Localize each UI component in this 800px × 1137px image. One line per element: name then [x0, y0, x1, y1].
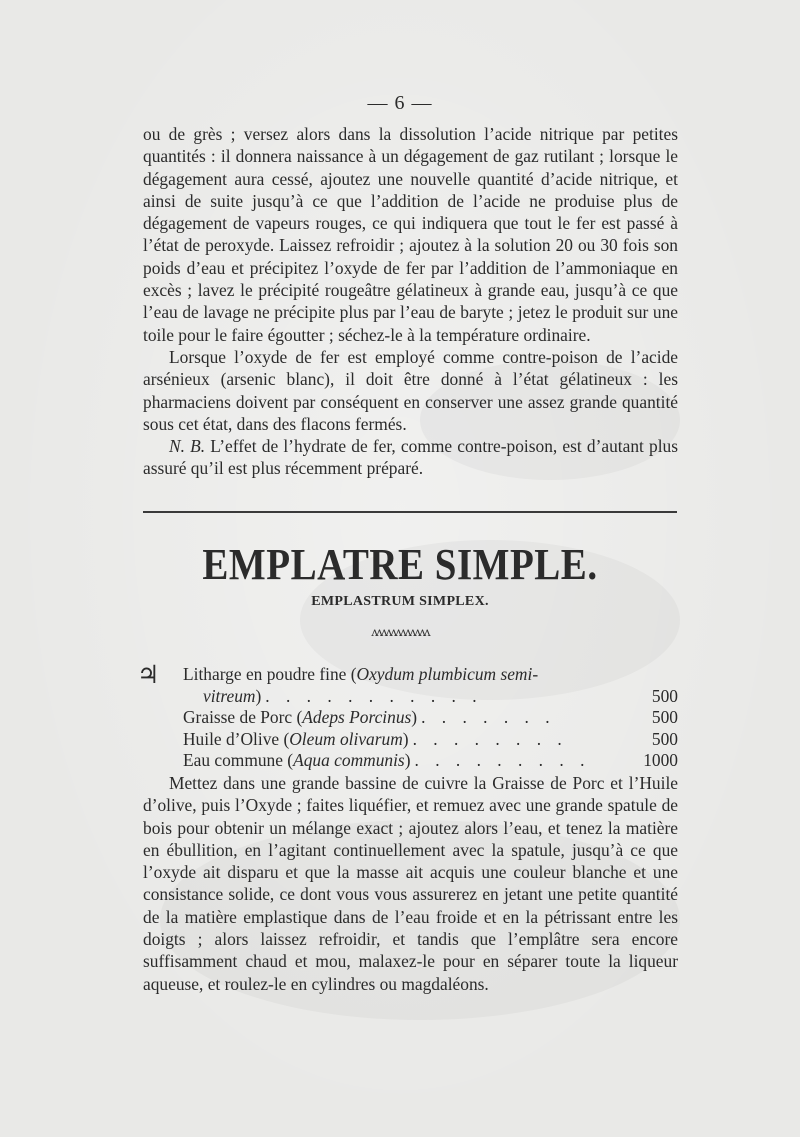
ingredient-name: Eau commune (Aqua communis): [183, 750, 411, 770]
ingredient-name: Graisse de Porc (Adeps Porcinus): [183, 707, 418, 727]
paragraph: Lorsque l’oxyde de fer est employé comme contre-poison de l’acide arsénieux (arsenic blanc), il doit être donné à l’état gélatineux : les pharmaciens doivent par conséquent en conserver une assez grande quantité sous cet état, dans des flacons fermés.: [143, 346, 678, 434]
note-label: N. B.: [169, 436, 206, 457]
page-number: — 6 —: [367, 92, 433, 114]
ingredient-quantity: 500: [651, 728, 678, 749]
paragraph: Mettez dans une grande bassine de cuivre la Graisse de Porc et l’Huile d’olive, puis l’Oxyde ; faites liquéfier, et remuez avec une grande spatule de bois pour obtenir un mélange exact ; ajoutez alors l’eau, et tenez la matière en ébullition, en l’agitant continuellement avec la spatule, jusqu’à ce que l’oxyde ait disparu et que la masse ait acquis une couleur blanche et une consistance solide, ce dont vous vous assurerez en jetant une petite quantité de la matière emplastique dans de l’eau froide et en la pétrissant entre les doigts ; alors laissez refroidir, et tandis que l’emplâtre sera encore suffisamment chaud et mou, malaxez-le pour en séparer toute la liqueur aqueuse, et roulez-le en cylindres ou magdaléons.: [143, 773, 678, 994]
recipe-item-continuation: [143, 686, 678, 708]
body-text-bottom: [143, 772, 678, 995]
body-text-top: [143, 123, 678, 480]
note-paragraph: [143, 435, 678, 480]
ingredient-quantity: 500: [651, 707, 678, 727]
ingredient-name: vitreum): [203, 685, 262, 706]
note-text: L’effet de l’hydrate de fer, comme contre-poison, est d’autant plus assuré qu’il est plus récemment préparé.: [143, 436, 678, 479]
leader-dots: . . . . . . . .: [412, 728, 568, 749]
section-title: EMPLATRE SIMPLE.: [202, 539, 598, 590]
ornament-divider: ʌʌʌʌʌʌʌʌʌʌʌʌ: [371, 625, 429, 639]
recipe-item: [143, 707, 678, 729]
recipe-list: [137, 662, 678, 772]
jupiter-symbol-icon: ♃: [137, 662, 160, 689]
paragraph: ou de grès ; versez alors dans la dissolution l’acide nitrique par petites quantités : il donnera naissance à un dégagement de gaz rutilant ; lorsque le dégagement aura cessé, ajoutez une nouvelle quantité d’acide nitrique, et ainsi de suite jusqu’à ce que l’addition de l’acide ne produise plus de dégagement de vapeurs rouges, ce qui indiquera que tout le fer est passé à l’état de peroxyde. Laissez refroidir ; ajoutez à la solution 20 ou 30 fois son poids d’eau et précipitez l’oxyde de fer par l’addition de l’ammoniaque en excès ; lavez le précipité rougeâtre gélatineux à grande eau, jusqu’à ce que l’eau de lavage ne précipite plus par l’eau de baryte ; jetez le produit sur une toile pour le faire égoutter ; séchez-le à la température ordinaire.: [143, 124, 678, 345]
ingredient-quantity: 500: [651, 685, 678, 706]
ingredient-name: Huile d’Olive (Oleum olivarum): [183, 728, 409, 749]
leader-dots: . . . . . . .: [421, 707, 556, 727]
ingredient-quantity: 1000: [643, 750, 678, 770]
section-divider: [143, 511, 677, 513]
leader-dots: . . . . . . . . . . .: [265, 685, 483, 706]
leader-dots: . . . . . . . . .: [414, 750, 591, 770]
recipe-item: [143, 729, 678, 751]
section-subtitle: EMPLASTRUM SIMPLEX.: [311, 594, 489, 609]
recipe-item: [143, 750, 678, 772]
recipe-item: [143, 664, 678, 686]
ingredient-name: Litharge en poudre fine (Oxydum plumbicum semi-: [183, 664, 539, 684]
